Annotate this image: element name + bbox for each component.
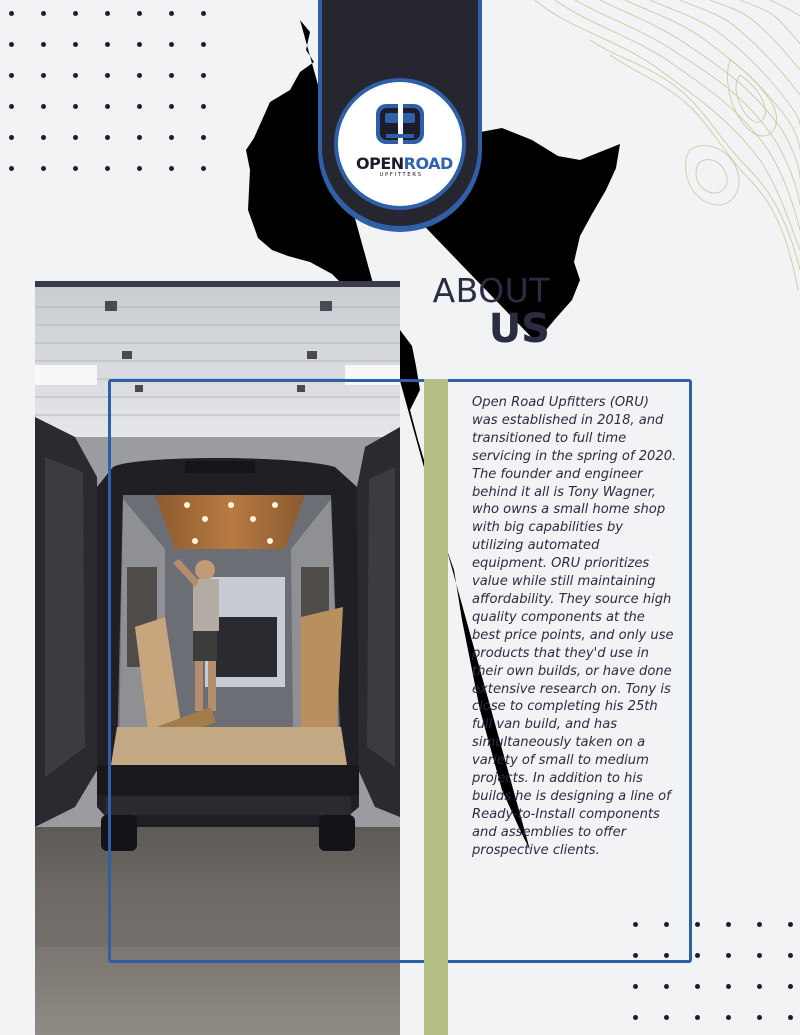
- heading-us: US: [488, 306, 550, 352]
- dot-grid-top-left: [0, 0, 220, 180]
- logo-road: ROAD: [403, 154, 453, 173]
- heading-about: ABOUT: [432, 271, 550, 310]
- logo-tagline: UPFITTERS: [379, 172, 423, 178]
- van-icon: [376, 104, 424, 144]
- logo-badge: [316, 0, 484, 232]
- logo-open: OPEN: [356, 154, 404, 173]
- about-body-text: Open Road Upfitters (ORU) was established in 2018, and transitioned to full time servicing in the spring of 2020. The founder and engineer behind it all is Tony Wagner, who owns a small home shop with big capabilities by utilizing automated equipment. ORU prioritizes value while still maintaining affordability. They source high quality components at the best price points, and only use products that they'd use in their own builds, or have done extensive research on. Tony is close to completing his 25th full van build, and has simultaneously taken on a variety of small to medium projects. In addition to his builds he is designing a line of Ready-to-Install components and assemblies to offer prospective clients.: [472, 395, 677, 858]
- accent-bar: [424, 379, 448, 1035]
- logo-wordmark: [356, 154, 453, 173]
